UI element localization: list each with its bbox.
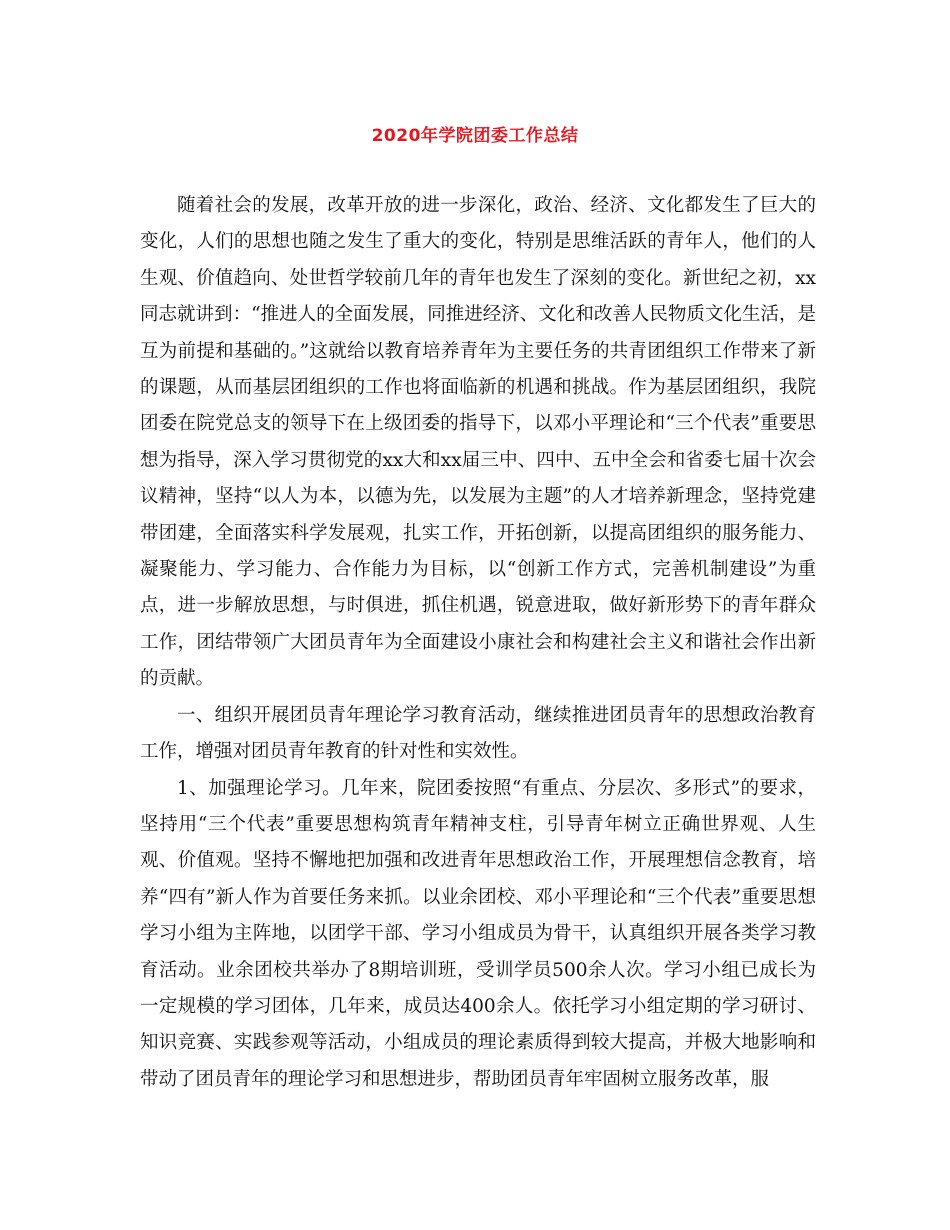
document-body — [140, 188, 816, 1098]
paragraph-theory-study: 1、加强理论学习。几年来，院团委按照“有重点、分层次、多形式”的要求，坚持用“三个代表”重要思想构筑青年精神支柱，引导青年树立正确世界观、人生观、价值观。坚持不懈地把加强和改进青年思想政治工作，开展理想信念教育，培养“四有”新人作为首要任务来抓。以业余团校、邓小平理论和“三个代表”重要思想学习小组为主阵地，以团学干部、学习小组成员为骨干，认真组织开展各类学习教育活动。业余团校共举办了8期培训班，受训学员500余人次。学习小组已成长为一定规模的学习团体，几年来，成员达400余人。依托学习小组定期的学习研讨、知识竞赛、实践参观等活动，小组成员的理论素质得到较大提高，并极大地影响和带动了团员青年的理论学习和思想进步，帮助团员青年牢固树立服务改革，服 — [140, 777, 816, 1090]
paragraph-intro: 随着社会的发展，改革开放的进一步深化，政治、经济、文化都发生了巨大的变化，人们的思想也随之发生了重大的变化，特别是思维活跃的青年人，他们的人生观、价值趋向、处世哲学较前几年的青年也发生了深刻的变化。新世纪之初，xx同志就讲到：“推进人的全面发展，同推进经济、文化和改善人民物质文化生活，是互为前提和基础的。”这就给以教育培养青年为主要任务的共青团组织工作带来了新的课题，从而基层团组织的工作也将面临新的机遇和挑战。作为基层团组织，我院团委在院党总支的领导下在上级团委的指导下，以邓小平理论和“三个代表”重要思想为指导，深入学习贯彻党的xx大和xx届三中、四中、五中全会和省委七届十次会议精神，坚持“以人为本，以德为先，以发展为主题”的人才培养新理念，坚持党建带团建，全面落实科学发展观，扎实工作，开拓创新，以提高团组织的服务能力、凝聚能力、学习能力、合作能力为目标，以“创新工作方式，完善机制建设”为重点，进一步解放思想，与时俱进，抓住机遇，锐意进取，做好新形势下的青年群众工作，团结带领广大团员青年为全面建设小康社会和构建社会主义和谐社会作出新的贡献。 — [140, 195, 816, 690]
paragraph-section-one: 一、组织开展团员青年理论学习教育活动，继续推进团员青年的思想政治教育工作，增强对团员青年教育的针对性和实效性。 — [140, 704, 816, 763]
document-title: 2020年学院团委工作总结 — [371, 126, 579, 146]
